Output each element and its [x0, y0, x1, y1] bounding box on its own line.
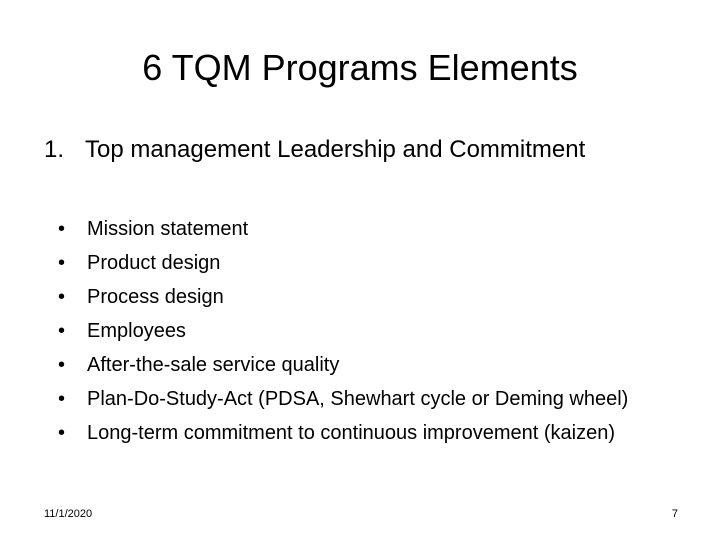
bullet-icon: •	[58, 252, 66, 274]
list-item	[58, 249, 698, 278]
bullet-text: Mission statement	[87, 218, 249, 240]
list-item	[58, 351, 698, 380]
bullet-text: Long-term commitment to continuous improvement (kaizen)	[87, 422, 615, 444]
bullet-text: Product design	[87, 252, 221, 274]
list-item	[58, 283, 698, 312]
section-heading-number: 1.	[44, 136, 65, 163]
bullet-text: Plan-Do-Study-Act (PDSA, Shewhart cycle or Deming wheel)	[87, 388, 629, 410]
bullet-text: After-the-sale service quality	[87, 354, 340, 376]
slide-title: 6 TQM Programs Elements	[142, 47, 578, 88]
bullet-text: Employees	[87, 320, 186, 342]
bullet-icon: •	[58, 422, 66, 444]
bullet-list	[58, 215, 698, 453]
section-heading-text: Top management Leadership and Commitment	[85, 136, 586, 163]
list-item	[58, 419, 698, 448]
list-item	[58, 385, 698, 414]
section-heading	[44, 133, 704, 167]
page-number: 7	[671, 508, 678, 520]
bullet-icon: •	[58, 354, 66, 376]
list-item	[58, 317, 698, 346]
bullet-icon: •	[58, 388, 66, 410]
bullet-icon: •	[58, 218, 66, 240]
list-item	[58, 215, 698, 244]
bullet-icon: •	[58, 320, 66, 342]
footer-date: 11/1/2020	[44, 508, 93, 520]
bullet-text: Process design	[87, 286, 224, 308]
bullet-icon: •	[58, 286, 66, 308]
